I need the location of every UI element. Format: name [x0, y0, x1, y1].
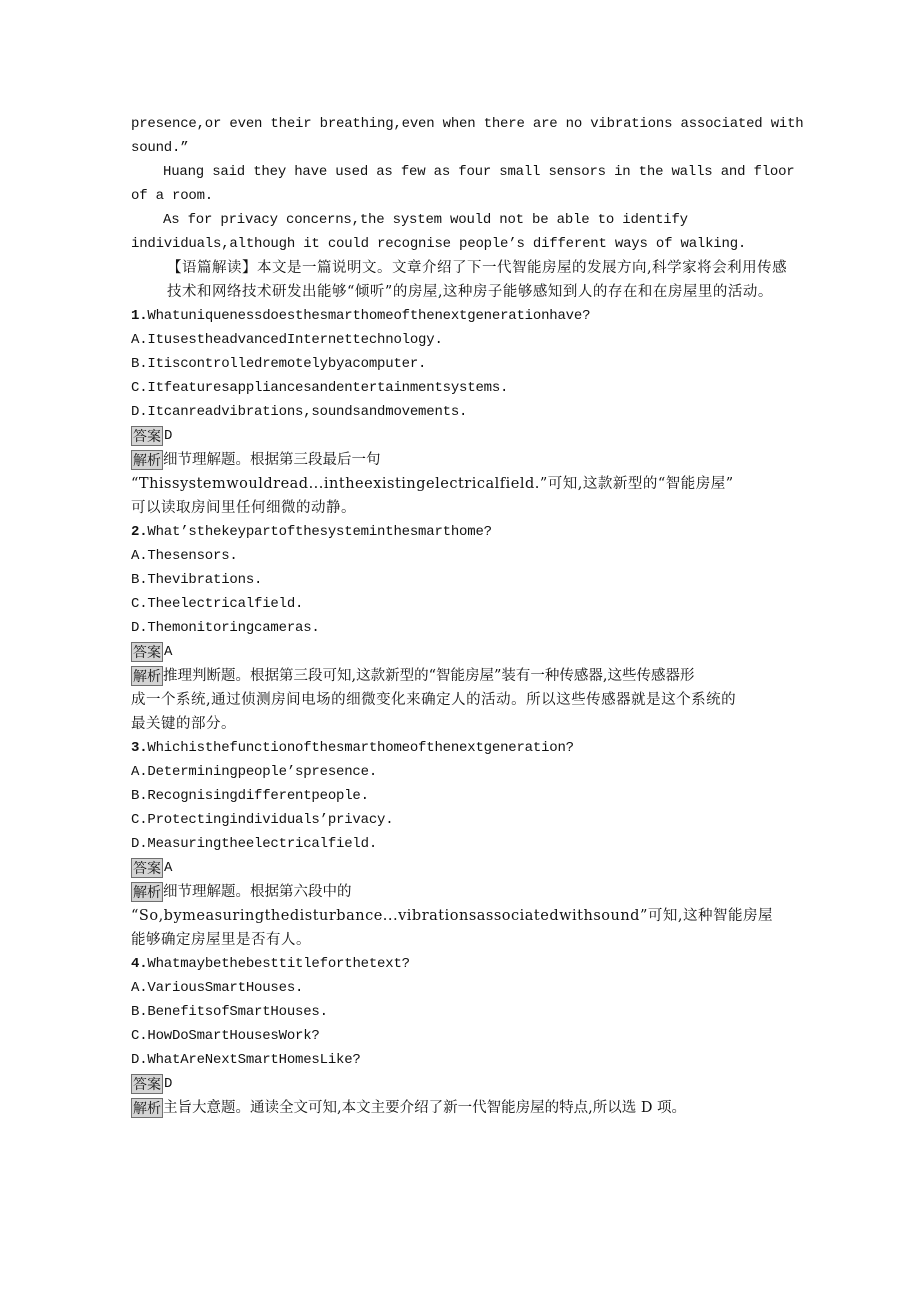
question-number: 2. — [131, 524, 148, 540]
explanation-badge: 解析 — [131, 882, 163, 902]
answer-row — [131, 1072, 791, 1096]
passage-line: As for privacy concerns,the system would not be able to identify — [163, 212, 688, 228]
answer-row — [131, 856, 791, 880]
option-c: C.Protectingindividuals’privacy. — [131, 812, 394, 828]
answer-value: A — [164, 644, 173, 660]
answer-value: A — [164, 860, 173, 876]
option-b: B.Recognisingdifferentpeople. — [131, 788, 369, 804]
option-a: A.VariousSmartHouses. — [131, 980, 304, 996]
explanation-text: “So,bymeasuringthedisturbance...vibrationsassociatedwithsound”可知,这种智能房屋 — [131, 908, 773, 924]
option-b: B.Thevibrations. — [131, 572, 263, 588]
explanation-text: 成一个系统,通过侦测房间电场的细微变化来确定人的活动。所以这些传感器就是这个系统的 — [131, 692, 737, 708]
answer-badge: 答案 — [131, 642, 163, 662]
option-d: D.Themonitoringcameras. — [131, 620, 320, 636]
question-stem: 2.What’sthekeypartofthesysteminthesmarthome? — [131, 524, 492, 540]
reading-note: 【语篇解读】本文是一篇说明文。文章介绍了下一代智能房屋的发展方向,科学家将会利用传感技术和网络技术研发出能够“倾听”的房屋,这种房子能够感知到人的存在和在房屋里的活动。 — [167, 260, 788, 300]
question-stem: 1.Whatuniquenessdoesthesmarthomeofthenextgenerationhave? — [131, 308, 591, 324]
option-a: A.Determiningpeople’spresence. — [131, 764, 378, 780]
explanation-text: 可以读取房间里任何细微的动静。 — [131, 500, 356, 516]
option-c: C.Itfeaturesappliancesandentertainmentsystems. — [131, 380, 509, 396]
passage-line: sound.” — [131, 140, 189, 156]
explanation-badge: 解析 — [131, 666, 163, 686]
question-2 — [131, 520, 791, 736]
question-3 — [131, 736, 791, 952]
explanation-row: 解析 细节理解题。根据第六段中的 — [133, 884, 352, 901]
document-page — [131, 112, 804, 1120]
passage-line: presence,or even their breathing,even when there are no vibrations associated with — [131, 116, 804, 132]
answer-row — [131, 424, 791, 448]
answer-badge: 答案 — [131, 858, 163, 878]
explanation-badge: 解析 — [131, 450, 163, 470]
answer-row — [131, 640, 791, 664]
question-4 — [131, 952, 791, 1120]
question-stem: 4.Whatmaybethebesttitleforthetext? — [131, 956, 410, 972]
question-number: 4. — [131, 956, 148, 972]
question-1 — [131, 304, 791, 520]
option-a: A.ItusestheadvancedInternettechnology. — [131, 332, 443, 348]
answer-value: D — [164, 1076, 173, 1092]
option-b: B.BenefitsofSmartHouses. — [131, 1004, 328, 1020]
passage-line: individuals,although it could recognise people’s different ways of walking. — [131, 236, 747, 252]
explanation-text: “Thissystemwouldread...intheexistingelectricalfield.”可知,这款新型的“智能房屋” — [131, 476, 734, 492]
explanation-row: 解析 推理判断题。根据第三段可知,这款新型的“智能房屋”装有一种传感器,这些传感器形 — [133, 668, 695, 685]
passage-line: of a room. — [131, 188, 214, 204]
option-c: C.HowDoSmartHousesWork? — [131, 1028, 320, 1044]
question-number: 3. — [131, 740, 148, 756]
question-number: 1. — [131, 308, 148, 324]
option-a: A.Thesensors. — [131, 548, 238, 564]
explanation-row: 解析 细节理解题。根据第三段最后一句 — [133, 452, 381, 469]
answer-badge: 答案 — [131, 426, 163, 446]
option-d: D.Itcanreadvibrations,soundsandmovements. — [131, 404, 468, 420]
explanation-text: 能够确定房屋里是否有人。 — [131, 932, 311, 948]
option-b: B.Itiscontrolledremotelybyacomputer. — [131, 356, 427, 372]
answer-value: D — [164, 428, 173, 444]
option-d: D.Measuringtheelectricalfield. — [131, 836, 378, 852]
explanation-text: 最关键的部分。 — [131, 716, 236, 732]
answer-badge: 答案 — [131, 1074, 163, 1094]
passage-line: Huang said they have used as few as four small sensors in the walls and floor — [163, 164, 795, 180]
option-d: D.WhatAreNextSmartHomesLike? — [131, 1052, 361, 1068]
passage-end — [131, 112, 804, 256]
explanation-badge: 解析 — [131, 1098, 163, 1118]
explanation-row: 解析 主旨大意题。通读全文可知,本文主要介绍了新一代智能房屋的特点,所以选 D 项。 — [133, 1100, 687, 1117]
option-c: C.Theelectricalfield. — [131, 596, 304, 612]
question-stem: 3.Whichisthefunctionofthesmarthomeofthenextgeneration? — [131, 740, 574, 756]
